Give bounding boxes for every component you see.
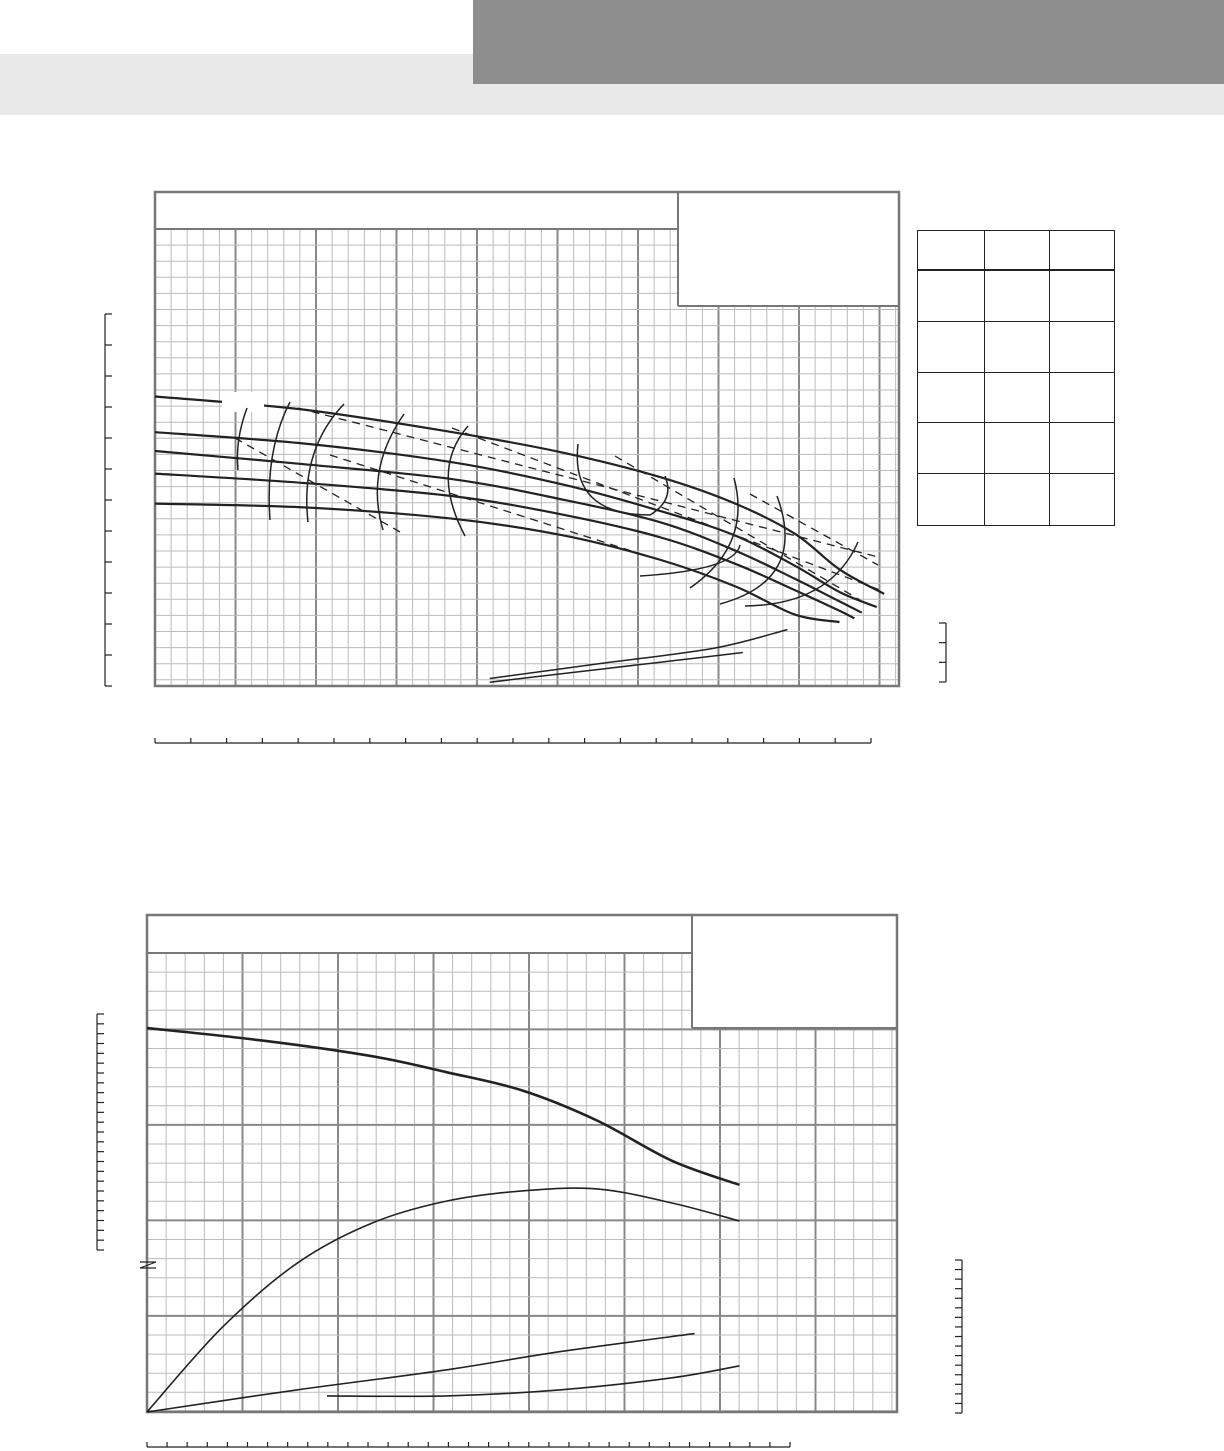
legend-table-header-cell [1050, 231, 1114, 271]
legend-table-cell [1050, 373, 1114, 424]
legend-table-cell [985, 423, 1050, 474]
chart-1-bottom-axis [155, 738, 871, 743]
legend-table-cell [918, 271, 985, 322]
curve-label-patch [222, 392, 264, 412]
legend-table [917, 230, 1115, 526]
legend-table-cell [985, 474, 1050, 525]
legend-table-cell [1050, 474, 1114, 525]
chart-1-head-curves [155, 392, 884, 682]
legend-table-header-cell [985, 231, 1050, 271]
power-dashed-line [750, 494, 878, 565]
head-curve-4 [155, 474, 854, 619]
legend-table-cell [985, 373, 1050, 424]
chart-1-grid [155, 229, 899, 686]
series-curve-2 [147, 1188, 740, 1412]
chart-2-bottom-axis [147, 1442, 790, 1447]
legend-table-cell [1050, 271, 1114, 322]
legend-table-cell [918, 474, 985, 525]
legend-table-cell [918, 373, 985, 424]
lower-curve-2 [490, 653, 743, 683]
series-curve-4 [327, 1366, 740, 1397]
legend-table-cell [1050, 322, 1114, 373]
legend-table-cell [985, 322, 1050, 373]
chart-2-grid [147, 953, 897, 1412]
legend-table-cell [985, 271, 1050, 322]
chart-1-right-axis [939, 623, 946, 682]
legend-table-cell [918, 322, 985, 373]
power-dashed-line [452, 428, 880, 590]
chart-1-performance-curves [105, 192, 946, 743]
chart-2-right-axis [955, 1260, 962, 1413]
chart-2-performance-curves [97, 915, 962, 1447]
head-curve-1 [155, 397, 884, 594]
legend-table-cell [1050, 423, 1114, 474]
efficiency-contour [640, 545, 740, 576]
chart-1-left-axis [105, 314, 112, 686]
series-curve-1 [147, 1028, 740, 1185]
legend-table-header-cell [918, 231, 985, 271]
power-dashed-line [615, 456, 860, 600]
legend-table-cell [918, 423, 985, 474]
